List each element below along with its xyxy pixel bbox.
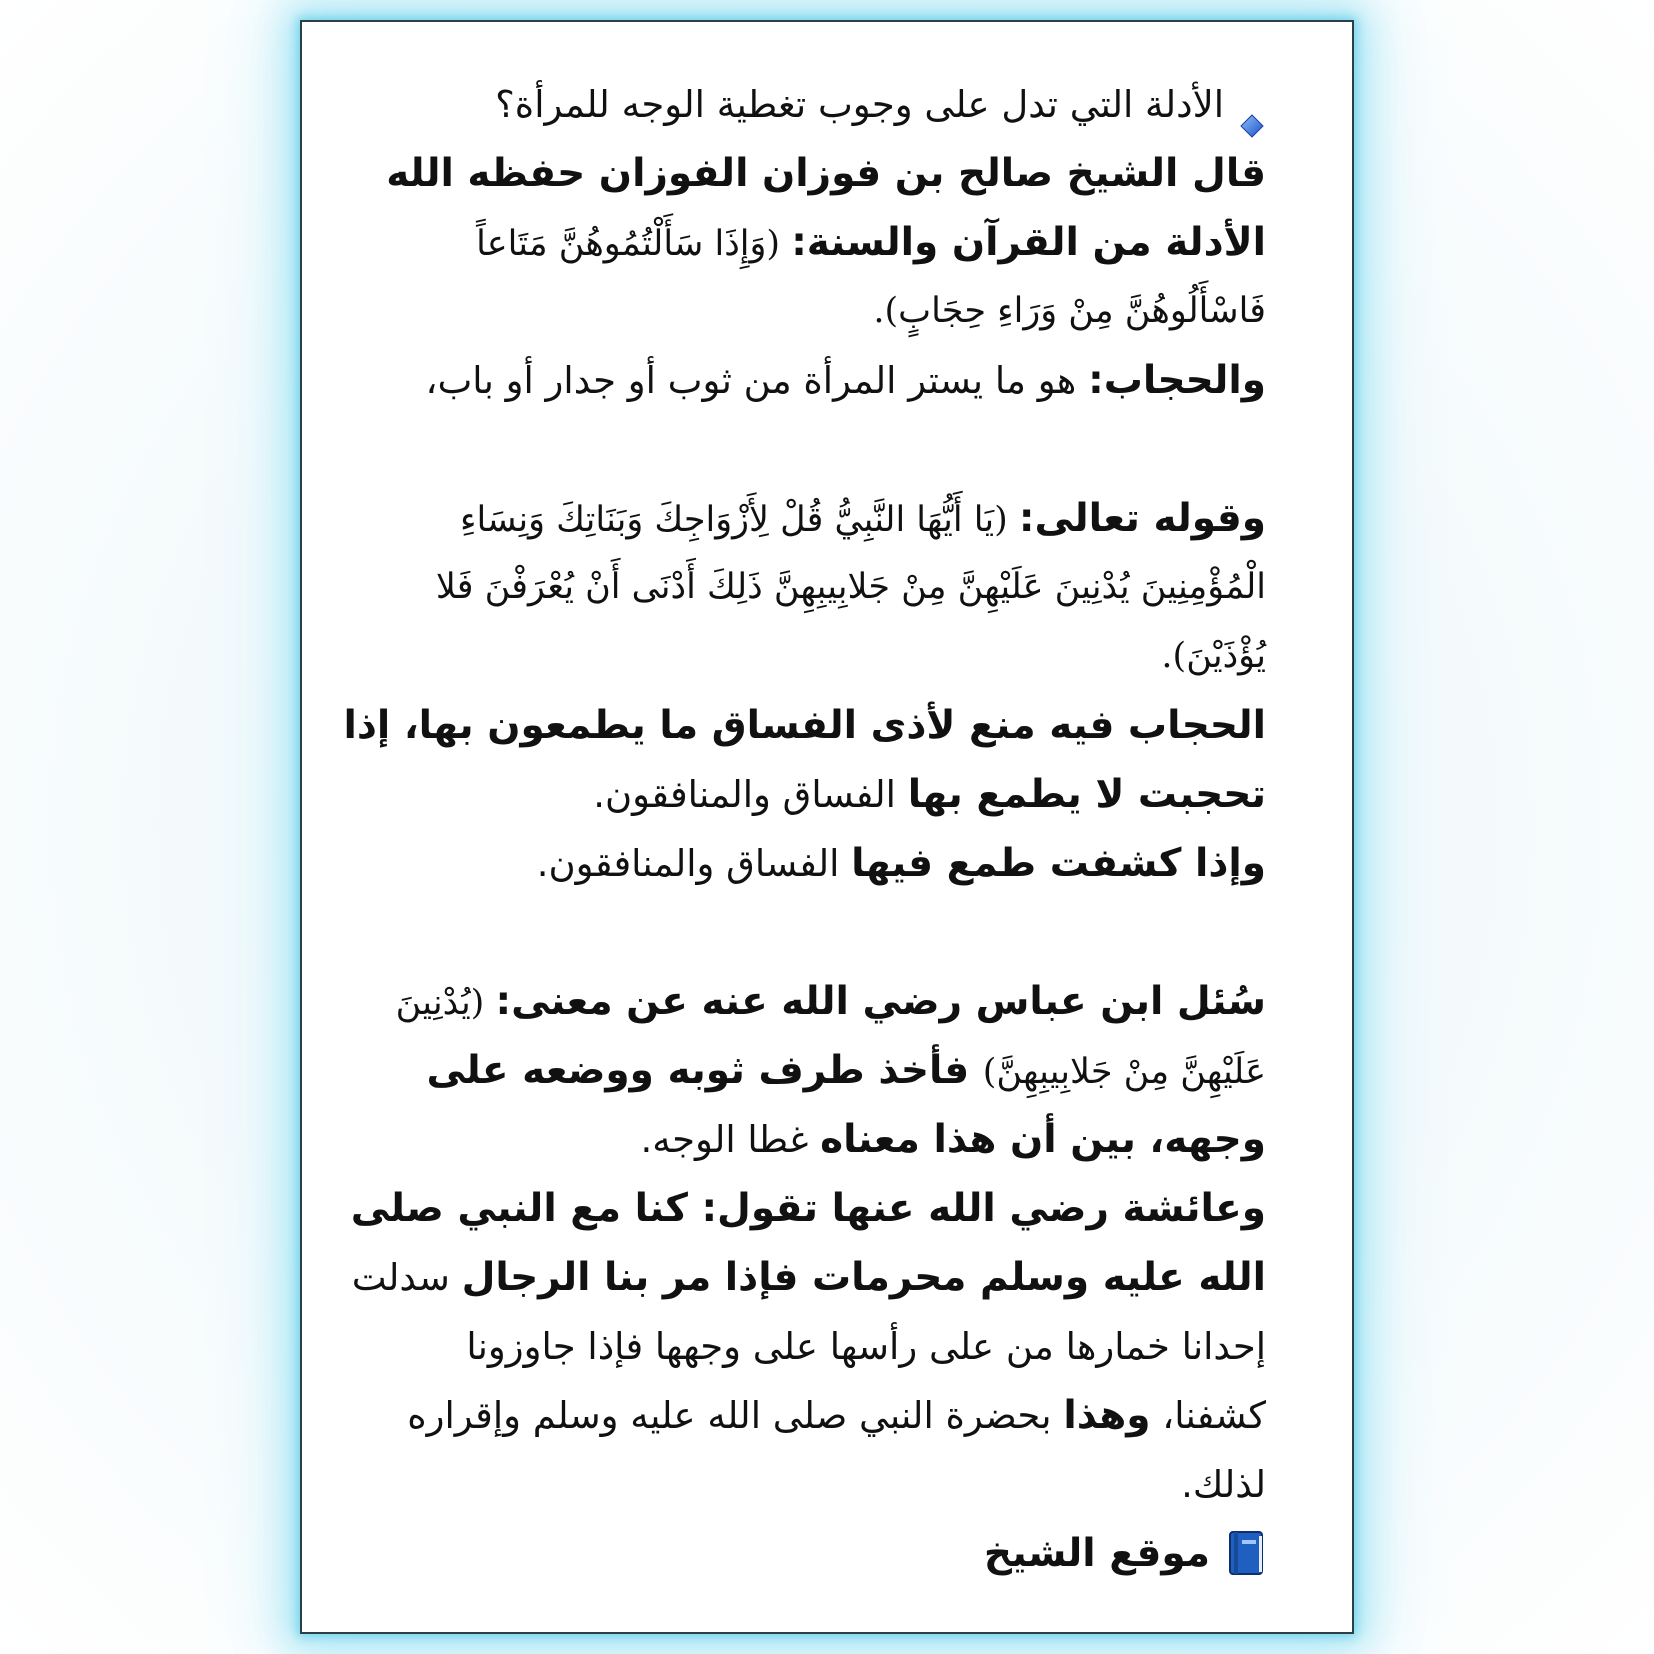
- paragraph-gap: [388, 415, 1266, 484]
- ibn-abbas-line-3: [388, 1105, 1266, 1174]
- quran-quote-3b: عَلَيْهِنَّ مِنْ جَلابِيبِهِنَّ): [982, 1052, 1266, 1092]
- hijab-definition: [388, 346, 1266, 415]
- veiled-line: [388, 760, 1266, 829]
- document-card: [302, 22, 1352, 1632]
- ibn-abbas-meaning-rest: غطا الوجه.: [640, 1118, 821, 1161]
- aisha-this: وهذا: [1063, 1393, 1151, 1438]
- quran-quote-3a: (يُدْنِينَ: [395, 983, 496, 1023]
- blue-diamond-icon: [1240, 91, 1264, 115]
- blue-book-icon: [1226, 1529, 1266, 1575]
- quran-quote-2a: (يَا أَيُّهَا النَّبِيُّ قُلْ لِأَزْوَاجِكَ وَبَنَاتِكَ وَنِسَاءِ: [460, 500, 1019, 540]
- aisha-presence: بحضرة النبي صلى الله عليه وسلم وإقراره: [407, 1394, 1064, 1437]
- quran-quote-1b: فَاسْأَلُوهُنَّ مِنْ وَرَاءِ حِجَابٍ).: [873, 291, 1266, 331]
- ibn-abbas-action: فأخذ طرف ثوبه ووضعه على: [426, 1048, 983, 1093]
- unveiled-rest: الفساق والمنافقون.: [536, 842, 852, 885]
- aisha-line-4: [388, 1381, 1266, 1450]
- quran-quote-1a: (وَإِذَا سَأَلْتُمُوهُنَّ مَتَاعاً: [476, 224, 792, 264]
- evidence-intro: [388, 208, 1266, 277]
- aisha-rest: سدلت: [351, 1256, 462, 1299]
- verse-heading: وقوله تعالى:: [1018, 496, 1266, 541]
- quran-quote-2c: يُؤْذَيْنَ).: [1161, 636, 1266, 676]
- evidence-heading: الأدلة من القرآن والسنة:: [791, 220, 1266, 265]
- ibn-abbas-line-1: [388, 967, 1266, 1036]
- source-line: [388, 1519, 1266, 1588]
- source-text: موقع الشيخ: [983, 1531, 1210, 1576]
- aisha-line-2: [351, 1243, 1266, 1312]
- hijab-term: والحجاب:: [1088, 358, 1266, 403]
- veiled-bold: تحجبت لا يطمع بها: [907, 772, 1266, 817]
- hijab-benefit-line: الحجاب فيه منع لأذى الفساق ما يطمعون بها، إذا: [343, 703, 1266, 748]
- hijab-definition-text: هو ما يستر المرأة من ثوب أو جدار أو باب،: [425, 359, 1089, 402]
- veiled-rest: الفساق والمنافقون.: [593, 773, 908, 816]
- quran-quote-2b: الْمُؤْمِنِينَ يُدْنِينَ عَلَيْهِنَّ مِنْ جَلابِيبِهِنَّ ذَلِكَ أَدْنَى أَنْ يُعْرَفْنَ فَلا: [435, 567, 1266, 607]
- unveiled-line: [388, 829, 1266, 898]
- aisha-line-1: وعائشة رضي الله عنها تقول: كنا مع النبي صلى: [350, 1186, 1266, 1231]
- aisha-bold: الله عليه وسلم محرمات فإذا مر بنا الرجال: [461, 1255, 1266, 1300]
- paragraph-gap: [388, 898, 1266, 967]
- aisha-line-5: لذلك.: [1181, 1463, 1266, 1506]
- verse-intro: [388, 484, 1266, 553]
- unveiled-bold: وإذا كشفت طمع فيها: [851, 841, 1266, 886]
- aisha-line-3: إحدانا خمارها من على رأسها على وجهها فإذا جاوزونا: [466, 1325, 1266, 1368]
- ibn-abbas-question: سُئل ابن عباس رضي الله عنه عن معنى:: [495, 979, 1266, 1024]
- article-title: [388, 70, 1266, 139]
- article-body: [343, 70, 1266, 1588]
- ibn-abbas-meaning: وجهه، بين أن هذا معناه: [820, 1117, 1266, 1162]
- author-line: قال الشيخ صالح بن فوزان الفوزان حفظه الله: [386, 151, 1266, 196]
- ibn-abbas-line-2: [388, 1036, 1266, 1105]
- aisha-uncovered: كشفنا،: [1150, 1394, 1266, 1437]
- title-text: الأدلة التي تدل على وجوب تغطية الوجه للمرأة؟: [495, 83, 1224, 126]
